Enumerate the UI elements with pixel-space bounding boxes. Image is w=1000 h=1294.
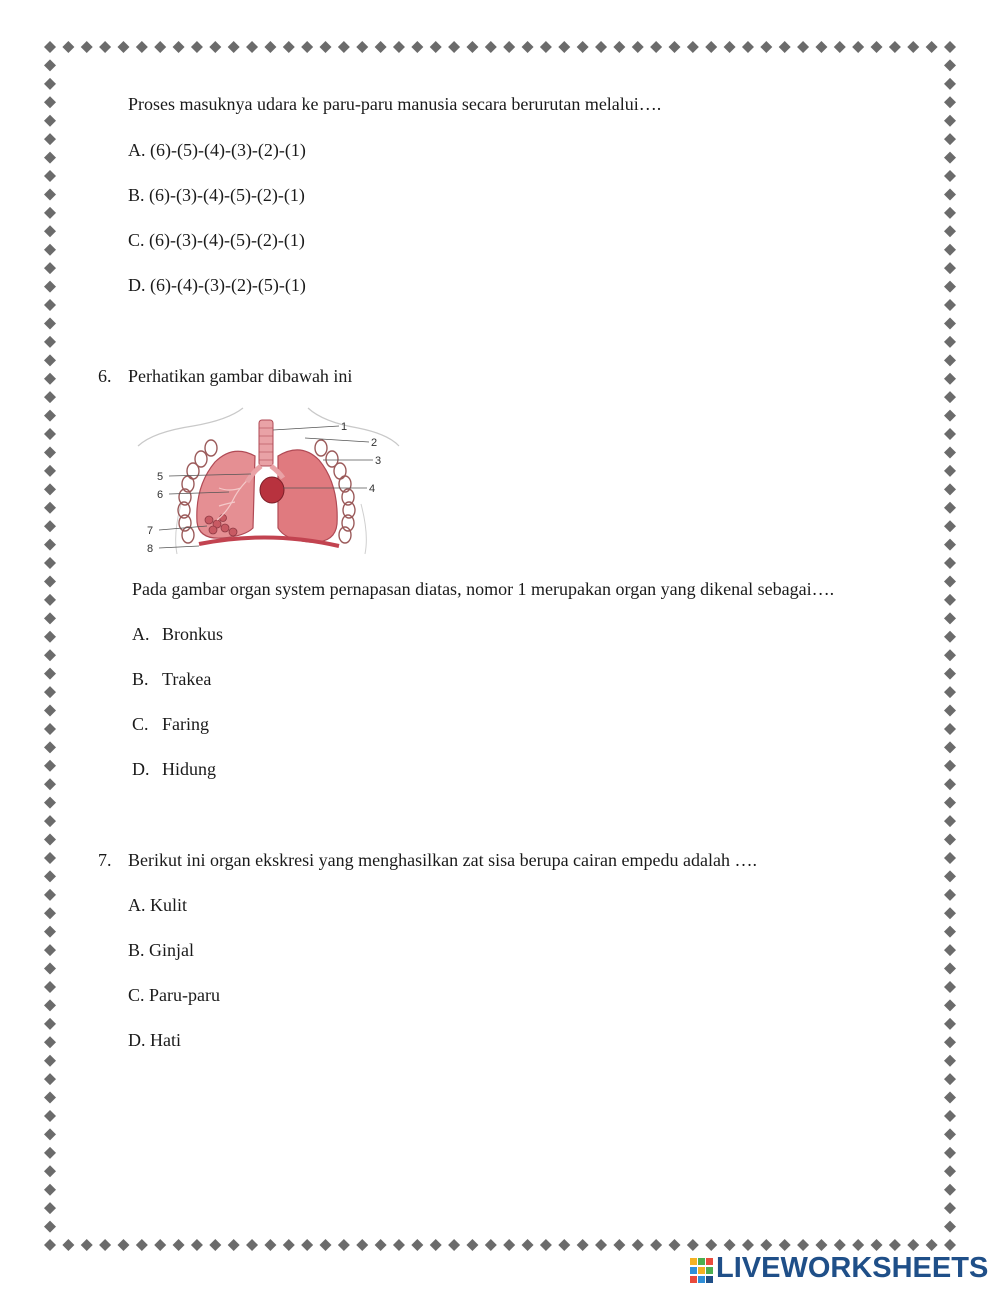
q5-option-b[interactable]: B. (6)-(3)-(4)-(5)-(2)-(1) xyxy=(128,185,305,205)
border-diamond xyxy=(944,889,956,901)
border-diamond xyxy=(558,1239,570,1251)
border-diamond xyxy=(944,1055,956,1067)
label-3: 3 xyxy=(375,455,382,467)
q7-option-c[interactable]: C. Paru-paru xyxy=(128,985,220,1005)
border-diamond xyxy=(338,1239,350,1251)
border-diamond xyxy=(99,1239,111,1251)
label-5: 5 xyxy=(157,471,164,483)
body-side-right xyxy=(361,504,366,554)
border-diamond xyxy=(44,1018,56,1030)
border-diamond xyxy=(375,41,387,53)
border-diamond xyxy=(944,999,956,1011)
border-diamond xyxy=(375,1239,387,1251)
q6-option-d-text: Hidung xyxy=(162,759,216,779)
border-diamond xyxy=(338,41,350,53)
border-diamond xyxy=(44,1055,56,1067)
border-diamond xyxy=(44,225,56,237)
border-diamond xyxy=(944,281,956,293)
border-diamond xyxy=(944,668,956,680)
border-diamond xyxy=(44,96,56,108)
border-diamond xyxy=(944,1110,956,1122)
border-diamond xyxy=(687,41,699,53)
border-diamond xyxy=(944,354,956,366)
border-diamond xyxy=(301,41,313,53)
border-diamond xyxy=(44,262,56,274)
border-diamond xyxy=(44,575,56,587)
q5-option-d[interactable]: D. (6)-(4)-(3)-(2)-(5)-(1) xyxy=(128,275,306,295)
border-diamond xyxy=(889,41,901,53)
border-diamond xyxy=(44,317,56,329)
border-diamond xyxy=(246,41,258,53)
border-diamond xyxy=(44,299,56,311)
label-1: 1 xyxy=(341,421,348,433)
border-diamond xyxy=(448,1239,460,1251)
border-diamond xyxy=(44,465,56,477)
border-diamond xyxy=(595,1239,607,1251)
border-diamond xyxy=(834,41,846,53)
border-diamond xyxy=(815,41,827,53)
border-diamond xyxy=(944,520,956,532)
border-diamond xyxy=(944,410,956,422)
border-diamond xyxy=(944,188,956,200)
border-diamond xyxy=(944,539,956,551)
border-diamond xyxy=(117,41,129,53)
border-diamond xyxy=(944,631,956,643)
border-diamond xyxy=(301,1239,313,1251)
border-diamond xyxy=(926,41,938,53)
border-diamond xyxy=(944,686,956,698)
q6-option-c-letter: C. xyxy=(132,714,149,734)
liveworksheets-logo-text: LIVEWORKSHEETS xyxy=(716,1252,989,1284)
border-diamond xyxy=(944,815,956,827)
border-diamond xyxy=(44,1073,56,1085)
border-diamond xyxy=(228,41,240,53)
border-diamond xyxy=(44,926,56,938)
border-diamond xyxy=(44,668,56,680)
border-diamond xyxy=(44,686,56,698)
border-diamond xyxy=(44,152,56,164)
border-diamond xyxy=(613,1239,625,1251)
border-diamond xyxy=(944,41,956,53)
border-diamond xyxy=(944,465,956,477)
border-diamond xyxy=(503,1239,515,1251)
liveworksheets-logo-icon xyxy=(690,1258,714,1284)
q6-option-a-text: Bronkus xyxy=(162,624,224,644)
border-diamond xyxy=(393,1239,405,1251)
border-diamond xyxy=(448,41,460,53)
q5-stem: Proses masuknya udara ke paru-paru manusia secara berurutan melalui…. xyxy=(128,94,662,114)
border-diamond xyxy=(430,41,442,53)
border-diamond xyxy=(44,281,56,293)
border-diamond xyxy=(650,41,662,53)
border-diamond xyxy=(44,1036,56,1048)
border-diamond xyxy=(944,778,956,790)
border-diamond xyxy=(944,557,956,569)
border-diamond xyxy=(81,41,93,53)
border-diamond xyxy=(944,502,956,514)
border-diamond xyxy=(944,1018,956,1030)
border-diamond xyxy=(44,354,56,366)
border-diamond xyxy=(632,1239,644,1251)
border-diamond xyxy=(246,1239,258,1251)
border-diamond xyxy=(44,778,56,790)
border-diamond xyxy=(44,539,56,551)
border-diamond xyxy=(944,981,956,993)
border-diamond xyxy=(944,907,956,919)
q6-option-d-letter: D. xyxy=(132,759,150,779)
border-diamond xyxy=(944,1202,956,1214)
border-diamond xyxy=(44,391,56,403)
q5-option-a[interactable]: A. (6)-(5)-(4)-(3)-(2)-(1) xyxy=(128,140,306,160)
border-diamond xyxy=(62,1239,74,1251)
border-diamond xyxy=(705,41,717,53)
border-diamond xyxy=(944,115,956,127)
border-diamond xyxy=(44,170,56,182)
border-diamond xyxy=(191,41,203,53)
border-diamond xyxy=(632,41,644,53)
trachea xyxy=(259,420,273,466)
respiratory-system-diagram xyxy=(133,404,405,556)
border-diamond xyxy=(44,1221,56,1233)
border-diamond xyxy=(944,1221,956,1233)
border-diamond xyxy=(44,78,56,90)
border-diamond xyxy=(44,483,56,495)
border-diamond xyxy=(944,741,956,753)
border-diamond xyxy=(613,41,625,53)
border-diamond xyxy=(44,760,56,772)
border-diamond xyxy=(283,41,295,53)
q6-question: Pada gambar organ system pernapasan diatas, nomor 1 merupakan organ yang dikenal sebagai…. xyxy=(132,579,835,599)
border-diamond xyxy=(944,152,956,164)
border-diamond xyxy=(944,373,956,385)
border-diamond xyxy=(742,41,754,53)
q6-stem: Perhatikan gambar dibawah ini xyxy=(128,366,353,386)
border-diamond xyxy=(44,1147,56,1159)
border-diamond xyxy=(44,815,56,827)
border-diamond xyxy=(154,41,166,53)
q7-stem: Berikut ini organ ekskresi yang menghasilkan zat sisa berupa cairan empedu adalah …. xyxy=(128,850,757,870)
q5-option-c[interactable]: C. (6)-(3)-(4)-(5)-(2)-(1) xyxy=(128,230,305,250)
border-diamond xyxy=(944,1128,956,1140)
border-diamond xyxy=(173,1239,185,1251)
border-diamond xyxy=(944,944,956,956)
border-diamond xyxy=(944,870,956,882)
border-diamond xyxy=(44,115,56,127)
border-diamond xyxy=(577,41,589,53)
body-outline-left xyxy=(138,408,243,446)
border-diamond xyxy=(944,336,956,348)
border-diamond xyxy=(944,1184,956,1196)
border-diamond xyxy=(44,133,56,145)
border-diamond xyxy=(485,41,497,53)
border-diamond xyxy=(44,741,56,753)
border-diamond xyxy=(44,889,56,901)
border-diamond xyxy=(944,133,956,145)
border-diamond xyxy=(356,1239,368,1251)
q6-option-b[interactable] xyxy=(132,668,212,690)
border-diamond xyxy=(944,262,956,274)
q7-number: 7. xyxy=(98,850,112,870)
border-diamond xyxy=(595,41,607,53)
border-diamond xyxy=(540,41,552,53)
border-diamond xyxy=(44,336,56,348)
border-diamond xyxy=(797,41,809,53)
border-diamond xyxy=(44,870,56,882)
q6-option-b-letter: B. xyxy=(132,669,149,689)
border-diamond xyxy=(44,59,56,71)
border-diamond xyxy=(944,612,956,624)
border-diamond xyxy=(136,1239,148,1251)
border-diamond xyxy=(44,1110,56,1122)
liveworksheets-logo[interactable] xyxy=(690,1250,990,1290)
border-diamond xyxy=(944,594,956,606)
border-diamond xyxy=(944,299,956,311)
border-diamond xyxy=(320,41,332,53)
border-diamond xyxy=(522,1239,534,1251)
q6-option-c[interactable] xyxy=(132,713,209,735)
border-diamond xyxy=(944,96,956,108)
border-diamond xyxy=(944,760,956,772)
border-diamond xyxy=(577,1239,589,1251)
border-diamond xyxy=(393,41,405,53)
border-diamond xyxy=(724,41,736,53)
border-diamond xyxy=(209,1239,221,1251)
q7-option-a[interactable]: A. Kulit xyxy=(128,895,188,915)
border-diamond xyxy=(503,41,515,53)
border-diamond xyxy=(44,834,56,846)
border-diamond xyxy=(944,317,956,329)
q6-option-b-text: Trakea xyxy=(162,669,212,689)
border-diamond xyxy=(944,483,956,495)
border-diamond xyxy=(209,41,221,53)
border-diamond xyxy=(944,1073,956,1085)
border-diamond xyxy=(944,1147,956,1159)
border-diamond xyxy=(944,834,956,846)
border-diamond xyxy=(944,1165,956,1177)
border-diamond xyxy=(44,502,56,514)
border-diamond xyxy=(466,1239,478,1251)
border-diamond xyxy=(944,723,956,735)
border-diamond xyxy=(44,631,56,643)
border-diamond xyxy=(81,1239,93,1251)
border-diamond xyxy=(522,41,534,53)
border-diamond xyxy=(283,1239,295,1251)
border-diamond xyxy=(44,557,56,569)
border-diamond xyxy=(44,446,56,458)
border-diamond xyxy=(944,852,956,864)
border-diamond xyxy=(99,41,111,53)
border-diamond xyxy=(852,41,864,53)
border-diamond xyxy=(356,41,368,53)
border-diamond xyxy=(944,59,956,71)
border-diamond xyxy=(779,41,791,53)
border-diamond xyxy=(668,41,680,53)
border-diamond xyxy=(871,41,883,53)
border-diamond xyxy=(44,723,56,735)
border-diamond xyxy=(117,1239,129,1251)
label-8: 8 xyxy=(147,543,154,555)
border-diamond xyxy=(944,705,956,717)
border-diamond xyxy=(44,852,56,864)
q6-number: 6. xyxy=(98,366,112,386)
border-diamond xyxy=(44,963,56,975)
q6-option-d[interactable] xyxy=(132,758,216,780)
border-diamond xyxy=(944,244,956,256)
border-diamond xyxy=(44,612,56,624)
border-diamond xyxy=(44,1092,56,1104)
label-2: 2 xyxy=(371,437,378,449)
border-diamond xyxy=(944,649,956,661)
border-diamond xyxy=(173,41,185,53)
border-diamond xyxy=(44,410,56,422)
border-diamond xyxy=(540,1239,552,1251)
border-diamond xyxy=(944,391,956,403)
border-diamond xyxy=(944,170,956,182)
heart xyxy=(260,477,284,503)
border-diamond xyxy=(668,1239,680,1251)
border-diamond xyxy=(944,225,956,237)
border-diamond xyxy=(44,1202,56,1214)
border-diamond xyxy=(411,41,423,53)
border-diamond xyxy=(44,41,56,53)
border-diamond xyxy=(907,41,919,53)
q7-option-b[interactable]: B. Ginjal xyxy=(128,940,194,960)
label-4: 4 xyxy=(369,483,376,495)
border-diamond xyxy=(466,41,478,53)
border-diamond xyxy=(944,428,956,440)
border-diamond xyxy=(44,188,56,200)
border-diamond xyxy=(44,907,56,919)
border-diamond xyxy=(944,207,956,219)
border-diamond xyxy=(944,1036,956,1048)
border-diamond xyxy=(44,944,56,956)
border-diamond xyxy=(485,1239,497,1251)
right-lung xyxy=(278,450,337,542)
border-diamond xyxy=(944,575,956,587)
border-diamond xyxy=(430,1239,442,1251)
border-diamond xyxy=(44,705,56,717)
border-diamond xyxy=(650,1239,662,1251)
border-diamond xyxy=(228,1239,240,1251)
border-diamond xyxy=(44,244,56,256)
border-diamond xyxy=(944,446,956,458)
border-diamond xyxy=(44,1239,56,1251)
border-diamond xyxy=(558,41,570,53)
border-diamond xyxy=(44,1165,56,1177)
border-diamond xyxy=(944,797,956,809)
q6-option-a-letter: A. xyxy=(132,624,150,644)
border-diamond xyxy=(62,41,74,53)
border-diamond xyxy=(760,41,772,53)
border-diamond xyxy=(44,797,56,809)
border-diamond xyxy=(320,1239,332,1251)
border-diamond xyxy=(264,41,276,53)
border-diamond xyxy=(44,594,56,606)
border-diamond xyxy=(136,41,148,53)
border-diamond xyxy=(44,649,56,661)
border-diamond xyxy=(154,1239,166,1251)
q6-option-c-text: Faring xyxy=(162,714,209,734)
label-6: 6 xyxy=(157,489,164,501)
label-7: 7 xyxy=(147,525,154,537)
border-diamond xyxy=(44,520,56,532)
border-diamond xyxy=(264,1239,276,1251)
border-diamond xyxy=(44,428,56,440)
border-diamond xyxy=(44,373,56,385)
border-diamond xyxy=(44,1128,56,1140)
border-diamond xyxy=(944,78,956,90)
q6-option-a[interactable] xyxy=(132,623,224,645)
border-diamond xyxy=(44,207,56,219)
border-diamond xyxy=(944,1092,956,1104)
border-diamond xyxy=(944,963,956,975)
border-diamond xyxy=(44,981,56,993)
border-diamond xyxy=(944,926,956,938)
q7-option-d[interactable]: D. Hati xyxy=(128,1030,181,1050)
border-diamond xyxy=(191,1239,203,1251)
border-diamond xyxy=(44,999,56,1011)
border-diamond xyxy=(411,1239,423,1251)
border-diamond xyxy=(44,1184,56,1196)
